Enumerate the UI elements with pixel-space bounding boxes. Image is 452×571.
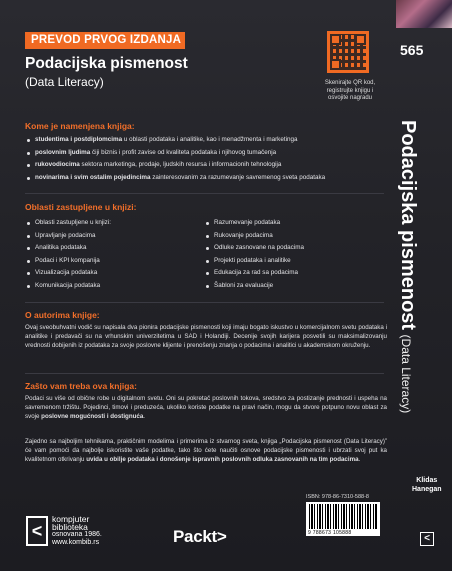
list-item: Podaci i KPI kompanija	[25, 255, 111, 268]
list-item: Rukovanje podacima	[204, 230, 304, 243]
publisher-line: biblioteka	[52, 522, 88, 532]
publisher-mark-icon: <	[420, 532, 434, 546]
spine-title-sub: (Data Literacy)	[399, 334, 413, 414]
divider	[25, 373, 384, 374]
audience-heading: Kome je namenjena knjiga:	[25, 121, 135, 131]
list-item: Komunikacija podataka	[25, 280, 111, 293]
barcode-digits: 9 788673 105888	[308, 530, 352, 536]
about-heading: O autorima knjige:	[25, 310, 100, 320]
list-item: Projekti podataka i analitike	[204, 255, 304, 268]
edition-banner: PREVOD PRVOG IZDANJA	[25, 32, 185, 49]
packt-logo: Packt>	[173, 527, 227, 546]
book-title: Podacijska pismenost	[25, 55, 188, 72]
qr-caption: Skenirajte QR kod, registrujte knjigu i osvojite nagradu	[324, 80, 376, 101]
list-item: Oblasti zastupljene u knjizi:	[25, 217, 111, 230]
publisher-website[interactable]: www.kombib.rs	[52, 539, 100, 546]
author-name: Klidas	[416, 477, 438, 484]
author-name: Hanegan	[412, 486, 442, 493]
spine-title-main: Podacijska pismenost	[397, 120, 419, 331]
kombib-logo-icon: <	[26, 516, 48, 546]
authors	[412, 476, 442, 494]
list-item: Upravljanje podacima	[25, 230, 111, 243]
book-subtitle: (Data Literacy)	[25, 75, 104, 89]
audience-list	[25, 134, 325, 184]
barcode	[306, 502, 380, 536]
cover-corner-image	[396, 0, 452, 28]
divider	[25, 302, 384, 303]
list-item: Vizualizacija podataka	[25, 267, 111, 280]
publisher-line: osnovana 1986.	[52, 531, 102, 538]
list-item: Šabloni za evaluacije	[204, 280, 304, 293]
publisher-line: kompjuter	[52, 514, 90, 524]
topics-list-left	[25, 217, 111, 292]
list-item: Analitika podataka	[25, 242, 111, 255]
about-text: Ovaj sveobuhvatni vodič su napisala dva pionira podacijske pismenosti koji imaju bogato iskustvo u komercijalnom svetu podataka i analitike i predavači su na vrhunskim univerzitetima u SAD i Holandiji. Decenije svojih karijera posvetili su maksimalizovanju vrednosti dobijenih iz podataka za svoje poslovne klijente i prenošenju znanja o podacima i analitici u akademskom okruženju.	[25, 324, 387, 349]
list-item: poslovnim ljudima čiji biznis i profit zavise od kvaliteta podataka i njihovog tumačenja	[25, 147, 325, 160]
list-item: novinarima i svim ostalim pojedincima zainteresovanim za razumevanje savremenog sveta podataka	[25, 172, 325, 185]
publisher-logo	[26, 515, 102, 547]
list-item: Razumevanje podataka	[204, 217, 304, 230]
list-item: studentima i postdiplomcima u oblasti podataka i analitike, kao i menadžmenta i marketinga	[25, 134, 325, 147]
isbn: ISBN: 978-86-7310-588-8	[306, 494, 369, 500]
list-item: Odluke zasnovane na podacima	[204, 242, 304, 255]
page-number: 565	[400, 42, 424, 58]
spine-title	[396, 120, 419, 420]
why-heading: Zašto vam treba ova knjiga:	[25, 381, 137, 391]
list-item: rukovodiocima sektora marketinga, prodaje, ljudskih resursa i informacionih tehnologija	[25, 159, 325, 172]
topics-heading: Oblasti zastupljene u knjizi:	[25, 202, 137, 212]
list-item: Edukacija za rad sa podacima	[204, 267, 304, 280]
topics-list-right	[204, 217, 304, 292]
divider	[25, 193, 384, 194]
why-paragraph-2: Zajedno sa najboljim tehnikama, praktičnim modelima i primerima iz stvarnog sveta, knjiga „Podacijska pismenost (Data Literacy)” će vam pomoći da najbolje iskoristite vaše podatke, tako što ćete naučiti osnove podacijske pismenosti i ubrzati svoj put ka kvalitetnom otkrivanju uvida u obilje podataka i donošenje ispravnih poslovnih odluka zasnovanih na tim podacima.	[25, 438, 387, 463]
why-paragraph-1: Podaci su više od obične robe u digitalnom svetu. Oni su pokretač poslovnih tokova, sredstvo za postizanje prednosti i uspeha na savremenom tržištu. Pojedinci, timovi i preduzeća, ukoliko koriste podatke na pravi način, mogu da stvore potpuno novu oblast za svoje poslovne mogućnosti i dostignuća.	[25, 395, 387, 420]
qr-code-icon[interactable]	[327, 31, 369, 73]
